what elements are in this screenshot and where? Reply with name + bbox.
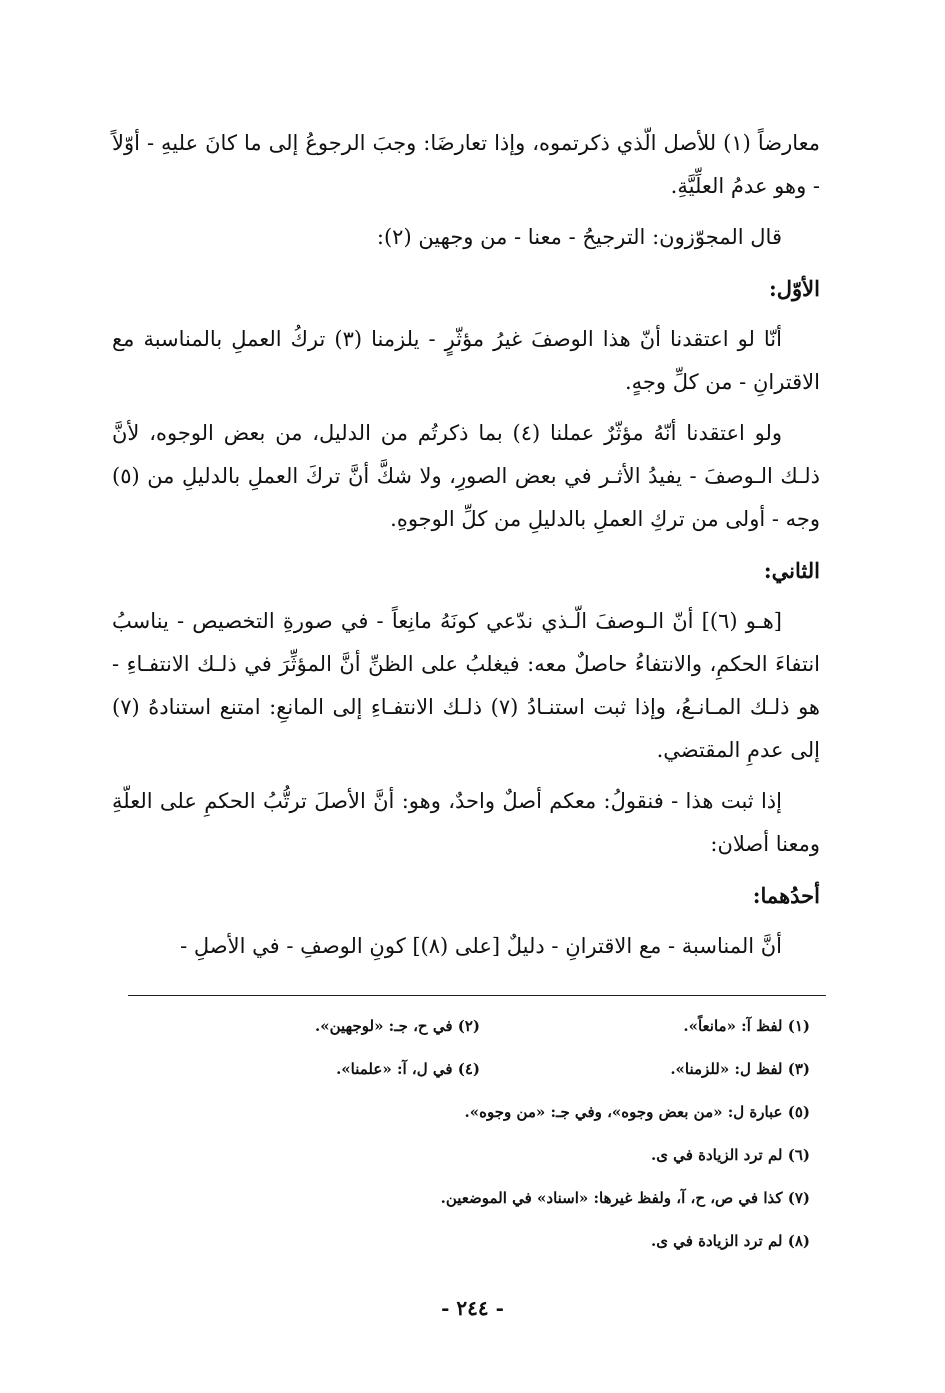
footnote-1: (١) لفظ آ: «مانعاً». xyxy=(683,1017,810,1035)
paragraph: [هـو (٦)] أنّ الـوصفَ الّـذي ندّعي كونَهُ مانِعاً - في صورةِ التخصيص - يناسبُ انتفاءَ الحكمِ، والانتفاءُ حاصلٌ معه: فيغلبُ على الظنِّ أنَّ المؤثِّرَ في ذلـك الانتفـاءِ - هو ذلـك المـانـعُ، وإذا ثبت استنـادُ (٧) ذلـك الانتفـاءِ إلى المانعِ: امتنع استنادهُ (٧) إلى عدمِ المقتضي. xyxy=(112,609,820,762)
footnote-6: (٦) لم ترد الزيادة في ى. xyxy=(651,1146,810,1164)
paragraph: قال المجوّزون: الترجيحُ - معنا - من وجهين (٢): xyxy=(376,225,782,249)
section-heading-one-of-them: أحدُهما: xyxy=(752,883,820,908)
footnote-8: (٨) لم ترد الزيادة في ى. xyxy=(651,1232,810,1250)
footnote-3: (٣) لفظ ل: «للزمنا». xyxy=(670,1060,810,1078)
footnotes xyxy=(150,1015,810,1273)
paragraph: معارضاً (١) للأصل الّذي ذكرتموه، وإذا تعارضَا: وجبَ الرجوعُ إلى ما كانَ عليهِ - أوّلاً - وهو عدمُ العلِّيَّةِ. xyxy=(112,131,820,198)
section-heading-second: الثاني: xyxy=(763,558,820,583)
paragraph: إذا ثبت هذا - فنقولُ: معكم أصلٌ واحدٌ، وهو: أنَّ الأصلَ ترتُّبُ الحكمِ على العلّةِ ومعنا أصلان: xyxy=(112,789,820,856)
paragraph: أنَّ المناسبة - مع الاقترانِ - دليلٌ [على (٨)] كونِ الوصفِ - في الأصلِ - xyxy=(180,934,782,958)
section-heading-first: الأوّل: xyxy=(769,276,820,301)
main-text xyxy=(112,122,820,976)
footnote-separator xyxy=(128,995,826,996)
page-number: - ٢٤٤ - xyxy=(441,1296,504,1320)
paragraph: أنّا لو اعتقدنا أنّ هذا الوصفَ غيرُ مؤثّرٍ - يلزمنا (٣) تركُ العملِ بالمناسبة مع الاقترانِ - من كلِّ وجهٍ. xyxy=(112,327,820,394)
footnote-5: (٥) عبارة ل: «من بعض وجوه»، وفي جـ: «من وجوه». xyxy=(464,1103,810,1121)
footnote-2: (٢) في ح، جـ: «لوجهين». xyxy=(315,1017,480,1035)
footnote-7: (٧) كذا في ص، ح، آ، ولفظ غيرها: «اسناد» في الموضعين. xyxy=(440,1189,810,1207)
footnote-row xyxy=(150,1058,810,1080)
footnote-row xyxy=(150,1015,810,1037)
paragraph: ولو اعتقدنا أنّهُ مؤثّرٌ عملنا (٤) بما ذكرتُم من الدليل، من بعض الوجوه، لأنَّ ذلـك الـوصفَ - يفيدُ الأثـر في بعض الصورِ، ولا شكَّ أنَّ تركَ العملِ بالدليلِ من (٥) وجه - أولى من تركِ العملِ بالدليلِ من كلِّ الوجوهِ. xyxy=(112,421,820,531)
footnote-4: (٤) في ل، آ: «علمنا». xyxy=(336,1060,480,1078)
